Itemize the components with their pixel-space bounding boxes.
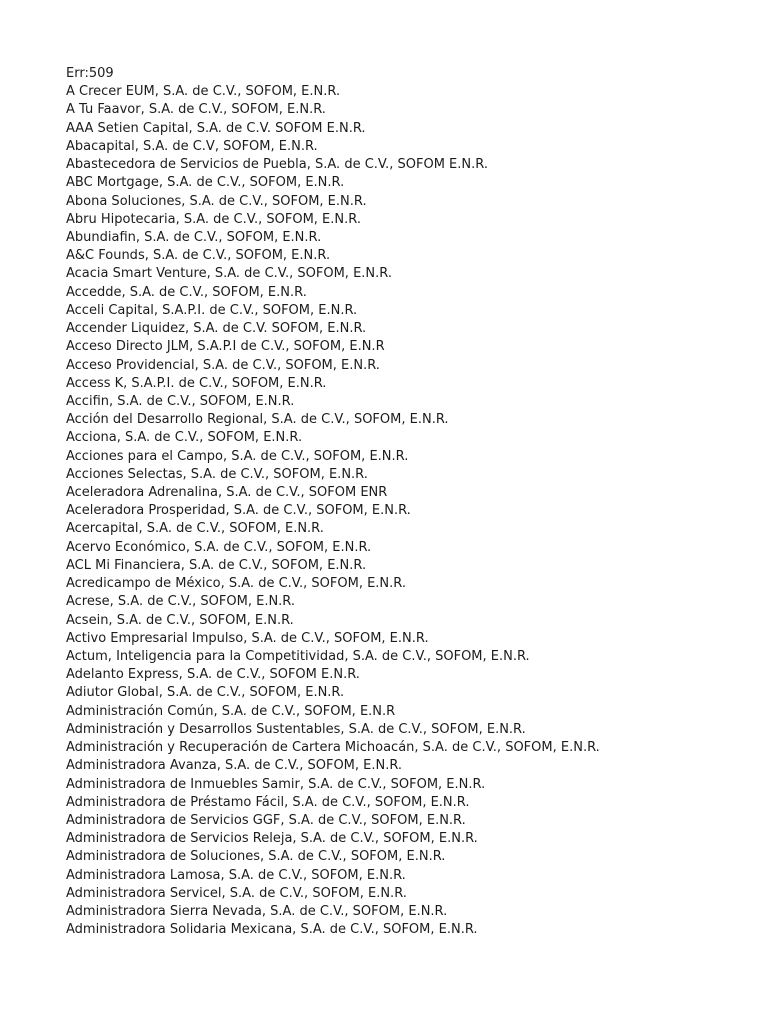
- company-list-item: Abastecedora de Servicios de Puebla, S.A. de C.V., SOFOM E.N.R.: [66, 157, 488, 173]
- company-list-item: Accifin, S.A. de C.V., SOFOM, E.N.R.: [66, 393, 295, 409]
- company-list-item: Administradora de Servicios Releja, S.A. de C.V., SOFOM, E.N.R.: [66, 831, 478, 847]
- company-list-item: Administración y Recuperación de Cartera Michoacán, S.A. de C.V., SOFOM, E.N.R.: [66, 740, 600, 756]
- company-list-item: Acercapital, S.A. de C.V., SOFOM, E.N.R.: [66, 521, 324, 537]
- company-list-item: Aceleradora Prosperidad, S.A. de C.V., SOFOM, E.N.R.: [66, 503, 411, 519]
- company-list-item: A Crecer EUM, S.A. de C.V., SOFOM, E.N.R.: [66, 84, 341, 100]
- company-list-item: Activo Empresarial Impulso, S.A. de C.V., SOFOM, E.N.R.: [66, 630, 429, 646]
- company-list-item: Acceso Providencial, S.A. de C.V., SOFOM, E.N.R.: [66, 357, 380, 373]
- company-list-item: Acción del Desarrollo Regional, S.A. de C.V., SOFOM, E.N.R.: [66, 412, 449, 428]
- company-list-item: Acsein, S.A. de C.V., SOFOM, E.N.R.: [66, 612, 294, 628]
- error-line: Err:509: [66, 66, 114, 81]
- company-list-item: Adiutor Global, S.A. de C.V., SOFOM, E.N.R.: [66, 685, 345, 701]
- company-list-item: Acciones Selectas, S.A. de C.V., SOFOM, E.N.R.: [66, 466, 368, 482]
- company-list-item: Administradora de Soluciones, S.A. de C.V., SOFOM, E.N.R.: [66, 849, 446, 865]
- company-list-item: Acredicampo de México, S.A. de C.V., SOFOM, E.N.R.: [66, 576, 406, 592]
- company-list-item: Accedde, S.A. de C.V., SOFOM, E.N.R.: [66, 284, 307, 300]
- company-list-item: Acceli Capital, S.A.P.I. de C.V., SOFOM, E.N.R.: [66, 302, 358, 318]
- company-list-item: Adelanto Express, S.A. de C.V., SOFOM E.N.R.: [66, 667, 360, 683]
- company-list-item: Acacia Smart Venture, S.A. de C.V., SOFOM, E.N.R.: [66, 266, 392, 282]
- company-list-item: Acciona, S.A. de C.V., SOFOM, E.N.R.: [66, 430, 303, 446]
- company-list-item: Abona Soluciones, S.A. de C.V., SOFOM, E.N.R.: [66, 193, 367, 209]
- company-list-item: Abundiafin, S.A. de C.V., SOFOM, E.N.R.: [66, 229, 322, 245]
- company-list-item: A Tu Faavor, S.A. de C.V., SOFOM, E.N.R.: [66, 102, 326, 118]
- company-list-item: Administradora de Servicios GGF, S.A. de C.V., SOFOM, E.N.R.: [66, 812, 466, 828]
- company-list-item: Accender Liquidez, S.A. de C.V. SOFOM, E.N.R.: [66, 321, 367, 337]
- company-list-item: ABC Mortgage, S.A. de C.V., SOFOM, E.N.R.: [66, 175, 345, 191]
- company-list: [66, 65, 600, 940]
- company-list-item: Administradora Avanza, S.A. de C.V., SOFOM, E.N.R.: [66, 758, 403, 774]
- company-list-item: Administradora Servicel, S.A. de C.V., SOFOM, E.N.R.: [66, 885, 407, 901]
- company-list-item: Administradora de Préstamo Fácil, S.A. de C.V., SOFOM, E.N.R.: [66, 794, 470, 810]
- company-list-item: Acciones para el Campo, S.A. de C.V., SOFOM, E.N.R.: [66, 448, 409, 464]
- company-list-item: Abru Hipotecaria, S.A. de C.V., SOFOM, E.N.R.: [66, 211, 361, 227]
- company-list-item: Acervo Económico, S.A. de C.V., SOFOM, E.N.R.: [66, 539, 372, 555]
- company-list-item: Actum, Inteligencia para la Competitividad, S.A. de C.V., SOFOM, E.N.R.: [66, 649, 530, 664]
- company-list-item: Administradora de Inmuebles Samir, S.A. de C.V., SOFOM, E.N.R.: [66, 776, 486, 792]
- company-list-item: Administración y Desarrollos Sustentables, S.A. de C.V., SOFOM, E.N.R.: [66, 721, 526, 737]
- company-list-item: Acceso Directo JLM, S.A.P.I de C.V., SOFOM, E.N.R: [66, 339, 385, 355]
- company-list-item: Access K, S.A.P.I. de C.V., SOFOM, E.N.R.: [66, 375, 327, 391]
- company-list-item: Administración Común, S.A. de C.V., SOFOM, E.N.R: [66, 703, 396, 719]
- company-list-item: Administradora Solidaria Mexicana, S.A. de C.V., SOFOM, E.N.R.: [66, 922, 478, 938]
- company-list-item: Abacapital, S.A. de C.V, SOFOM, E.N.R.: [66, 138, 318, 154]
- company-list-item: Acrese, S.A. de C.V., SOFOM, E.N.R.: [66, 594, 296, 610]
- company-list-item: AAA Setien Capital, S.A. de C.V. SOFOM E.N.R.: [66, 120, 366, 136]
- company-list-item: ACL Mi Financiera, S.A. de C.V., SOFOM, E.N.R.: [66, 557, 367, 573]
- company-list-item: Administradora Lamosa, S.A. de C.V., SOFOM, E.N.R.: [66, 867, 406, 883]
- company-list-item: Aceleradora Adrenalina, S.A. de C.V., SOFOM ENR: [66, 485, 388, 501]
- company-list-item: A&C Founds, S.A. de C.V., SOFOM, E.N.R.: [66, 248, 331, 264]
- company-list-item: Administradora Sierra Nevada, S.A. de C.V., SOFOM, E.N.R.: [66, 904, 448, 920]
